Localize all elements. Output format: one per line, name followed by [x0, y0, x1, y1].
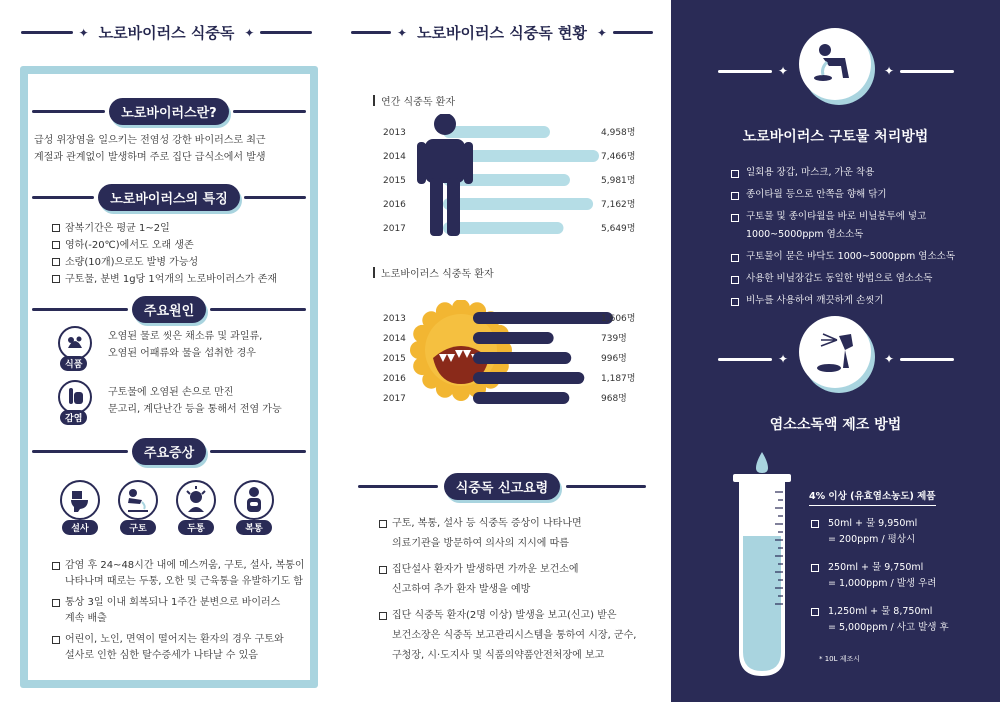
recipe-list — [811, 516, 996, 636]
data-label: 4,958명 — [601, 128, 636, 138]
tick-label-year: 2015 — [383, 354, 406, 364]
cause-label-food: 식품 — [60, 356, 87, 371]
headache-icon — [176, 480, 216, 520]
symptoms-list — [52, 558, 310, 663]
symptom-label-stomachache: 복통 — [236, 520, 272, 535]
tick-label-year: 2013 — [383, 128, 406, 138]
data-label: 1,606명 — [601, 314, 636, 324]
test-tube-icon — [727, 448, 797, 684]
checkbox-icon — [52, 224, 60, 232]
recipe-note: * 10L 제조시 — [819, 655, 861, 663]
toilet-icon — [60, 480, 100, 520]
list-item: 구토물, 분변 1g당 1억개의 노로바이러스가 존재 — [52, 271, 310, 288]
checkbox-icon — [811, 564, 819, 572]
vomit-person-icon — [799, 28, 871, 100]
checkbox-icon — [52, 241, 60, 249]
data-label: 7,466명 — [601, 152, 636, 162]
list-item: 통상 3일 이내 회복되나 1주간 분변으로 바이러스 계속 배출 — [52, 595, 310, 626]
annual-heading: 연간 식중독 환자 — [373, 93, 455, 108]
features-heading-row — [28, 184, 310, 211]
checkbox-icon — [52, 636, 60, 644]
bar — [443, 222, 563, 234]
checkbox-icon — [731, 298, 739, 306]
symptom-label-headache: 두통 — [178, 520, 214, 535]
annual-chart — [333, 114, 671, 244]
panel1-title-row: ✦ 노로바이러스 식중독 ✦ — [10, 22, 323, 43]
bar — [473, 372, 584, 384]
data-label: 1,187명 — [601, 374, 636, 384]
data-label: 5,649명 — [601, 224, 636, 234]
list-item: 일회용 장갑, 마스크, 가운 착용 — [731, 168, 874, 182]
noro-chart — [333, 300, 671, 415]
spray-icon-row: ✦ ✦ — [711, 352, 961, 366]
panel1-title: 노로바이러스 식중독 — [98, 24, 235, 42]
checkbox-icon — [379, 612, 387, 620]
causes-heading-row — [28, 296, 310, 323]
checkbox-icon — [379, 566, 387, 574]
features-heading: 노로바이러스의 특징 — [98, 184, 240, 211]
bar — [473, 332, 554, 344]
noro-heading: 노로바이러스 식중독 환자 — [373, 265, 494, 280]
bar — [443, 126, 550, 138]
list-item: 사용한 비닐장갑도 동일한 방법으로 염소소독 — [731, 274, 932, 288]
panel-disinfection — [671, 0, 1000, 702]
handling-heading: 노로바이러스 구토물 처리방법 — [742, 129, 929, 145]
checkbox-icon — [379, 520, 387, 528]
cause-food-text: 오염된 물로 씻은 채소류 및 과일류, 오염된 어패류와 물을 섭취한 경우 — [108, 331, 263, 359]
report-list — [379, 514, 665, 666]
handling-icon-row: ✦ ✦ — [711, 64, 961, 78]
checkbox-icon — [52, 599, 60, 607]
symptoms-heading: 주요증상 — [132, 438, 206, 465]
data-label: 996명 — [601, 354, 627, 364]
checkbox-icon — [52, 562, 60, 570]
panel2-title-row: ✦ 노로바이러스 식중독 현황 ✦ — [341, 22, 663, 43]
bar — [473, 312, 613, 324]
checkbox-icon — [811, 520, 819, 528]
symptoms-heading-row — [28, 438, 310, 465]
food-icon — [58, 326, 92, 360]
disinfect-heading: 염소소독액 제조 방법 — [769, 417, 902, 433]
list-item: 250ml + 물 9,750ml = 1,000ppm / 발생 우려 — [811, 560, 996, 592]
list-item: 감염 후 24~48시간 내에 메스꺼움, 구토, 설사, 복통이 나타나며 때로는 두통, 오한 및 근육통을 유발하기도 함 — [52, 558, 310, 589]
checkbox-icon — [731, 254, 739, 262]
panel-statistics — [333, 0, 671, 702]
spray-icon — [799, 316, 871, 388]
tick-label-year: 2014 — [383, 152, 406, 162]
list-item: 영하(-20℃)에서도 오래 생존 — [52, 237, 310, 254]
tick-label-year: 2017 — [383, 224, 406, 234]
checkbox-icon — [731, 192, 739, 200]
what-description: 급성 위장염을 일으키는 전염성 강한 바이러스로 최근 계절과 관계없이 발생하며 주로 집단 급식소에서 발생 — [34, 135, 266, 163]
list-item: 집단설사 환자가 발생하면 가까운 보건소에 신고하여 추가 환자 발생을 예방 — [379, 560, 665, 600]
tick-label-year: 2014 — [383, 334, 406, 344]
what-heading: 노로바이러스란? — [109, 98, 228, 125]
vomit-icon — [118, 480, 158, 520]
data-label: 739명 — [601, 334, 627, 344]
stomachache-icon — [234, 480, 274, 520]
hand-icon — [58, 380, 92, 414]
report-heading: 식중독 신고요령 — [444, 473, 560, 500]
checkbox-icon — [731, 214, 739, 222]
causes-heading: 주요원인 — [132, 296, 206, 323]
tick-label-year: 2013 — [383, 314, 406, 324]
bar — [443, 198, 593, 210]
data-label: 968명 — [601, 394, 627, 404]
bar — [473, 352, 571, 364]
list-item: 구토, 복통, 설사 등 식중독 증상이 나타나면 의료기관을 방문하여 의사의 지시에 따름 — [379, 514, 665, 554]
list-item: 비누를 사용하여 깨끗하게 손씻기 — [731, 296, 884, 310]
symptom-label-vomit: 구토 — [120, 520, 156, 535]
list-item: 어린이, 노인, 면역이 떨어지는 환자의 경우 구토와 설사로 인한 심한 탈수증세가 나타날 수 있음 — [52, 632, 310, 663]
report-heading-row — [353, 473, 651, 500]
product-label: 4% 이상 (유효염소농도) 제품 — [809, 488, 936, 506]
list-item: 종이타월 등으로 안쪽을 향해 닦기 — [731, 190, 887, 204]
checkbox-icon — [52, 275, 60, 283]
tick-label-year: 2016 — [383, 374, 406, 384]
tick-label-year: 2017 — [383, 394, 406, 404]
data-label: 5,981명 — [601, 176, 636, 186]
bar — [473, 392, 569, 404]
features-list — [52, 220, 310, 288]
list-item: 1,250ml + 물 8,750ml = 5,000ppm / 사고 발생 후 — [811, 604, 996, 636]
checkbox-icon — [731, 276, 739, 284]
list-item: 구토물 및 종이타월을 바로 비닐봉투에 넣고 1000~5000ppm 염소소독 — [731, 212, 926, 244]
panel-norovirus-info — [0, 0, 333, 702]
symptom-label-diarrhea: 설사 — [62, 520, 98, 535]
panel2-title: 노로바이러스 식중독 현황 — [417, 24, 587, 42]
tick-label-year: 2016 — [383, 200, 406, 210]
list-item: 50ml + 물 9,950ml = 200ppm / 평상시 — [811, 516, 996, 548]
info-box — [20, 66, 318, 688]
list-item: 집단 식중독 환자(2명 이상) 발생을 보고(신고) 받은 보건소장은 식중독 보고관리시스템을 통하여 시장, 군수, 구청장, 시·도지사 및 식품의약품안전처장에 보고 — [379, 606, 665, 666]
checkbox-icon — [52, 258, 60, 266]
cause-infection-text: 구토물에 오염된 손으로 만진 문고리, 계단난간 등을 통해서 전염 가능 — [108, 387, 282, 415]
list-item: 소량(10개)으로도 발병 가능성 — [52, 254, 310, 271]
what-heading-row — [28, 98, 310, 125]
checkbox-icon — [731, 170, 739, 178]
data-label: 7,162명 — [601, 200, 636, 210]
tick-label-year: 2015 — [383, 176, 406, 186]
cause-label-infection: 감염 — [60, 410, 87, 425]
checkbox-icon — [811, 608, 819, 616]
list-item: 잠복기간은 평균 1~2일 — [52, 220, 310, 237]
list-item: 구토물이 묻은 바닥도 1000~5000ppm 염소소독 — [731, 252, 955, 266]
